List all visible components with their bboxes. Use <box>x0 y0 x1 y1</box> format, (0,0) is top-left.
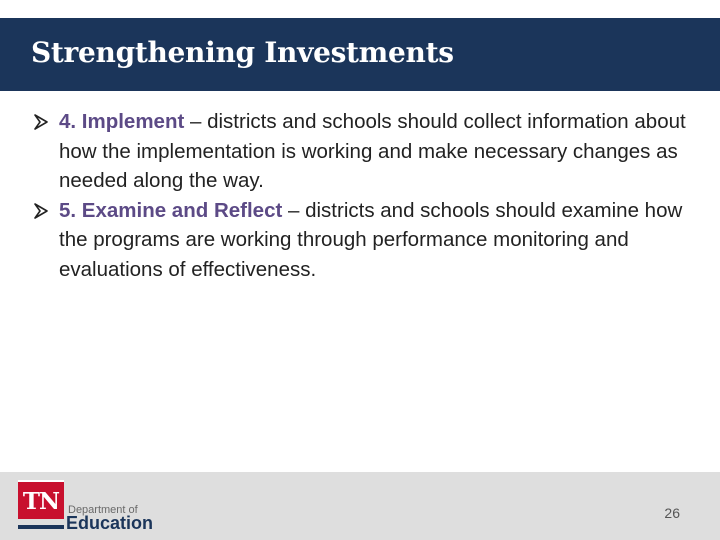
arrow-bullet-icon <box>34 203 48 219</box>
tn-logo-text: TN <box>22 488 60 515</box>
slide-title: Strengthening Investments <box>31 36 454 69</box>
page-number: 26 <box>664 505 680 521</box>
bullet-text: – districts and schools should collect information about how the implementation is working and make necessary changes as needed along the way. <box>59 110 686 192</box>
tn-education-logo <box>18 480 154 534</box>
logo-department: Department of <box>68 504 138 516</box>
bullet-lead: 5. Examine and Reflect <box>59 198 283 222</box>
arrow-bullet-icon <box>34 114 48 130</box>
logo-underline <box>18 525 64 529</box>
tn-logo-mark <box>18 480 64 519</box>
bullet-item-examine <box>34 196 694 285</box>
bullet-list <box>34 107 694 284</box>
bullet-item-implement <box>34 107 694 196</box>
logo-education: Education <box>66 513 154 533</box>
bullet-text: – districts and schools should examine how the programs are working through performance monitoring and evaluations of effectiveness. <box>59 198 683 281</box>
bullet-lead: 4. Implement <box>59 110 185 133</box>
